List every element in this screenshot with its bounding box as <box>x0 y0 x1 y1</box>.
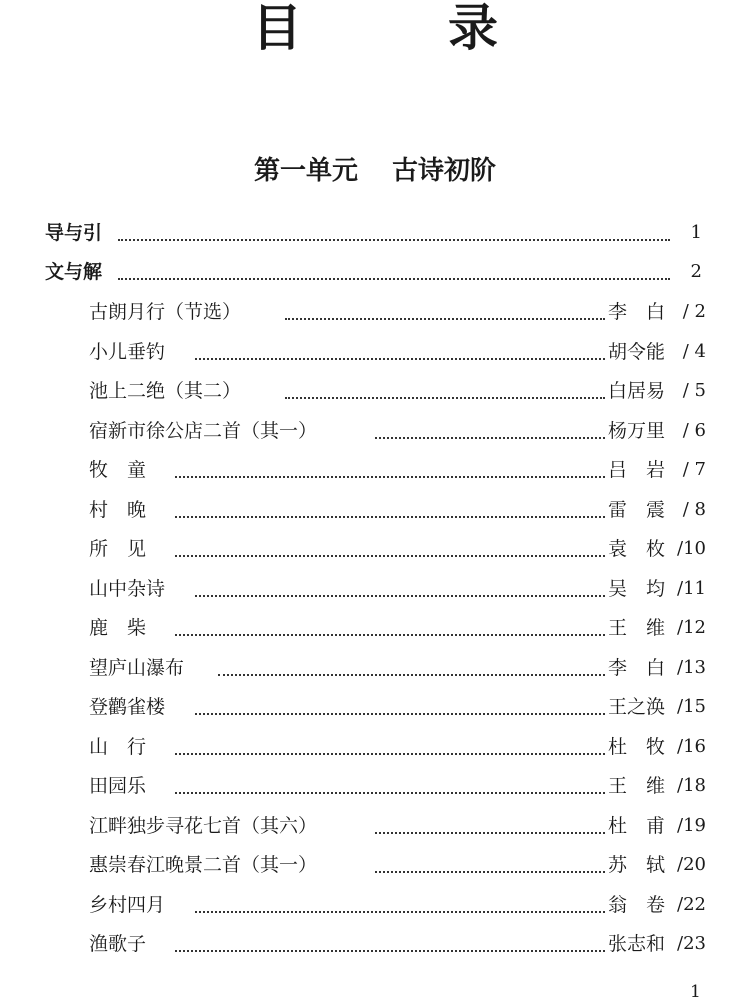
toc-entry-page: /22 <box>677 894 706 915</box>
toc-entry-author: 吴 均 <box>608 578 666 600</box>
dot-leader <box>285 318 605 320</box>
dot-leader <box>375 832 605 834</box>
toc-entry-row[interactable] <box>0 806 750 846</box>
toc-entry-title: 牧 童 <box>89 459 147 481</box>
toc-entry-title: 山 行 <box>89 736 147 758</box>
dot-leader <box>195 911 605 913</box>
toc-entry-page: /12 <box>677 617 706 638</box>
toc-entry-title: 乡村四月 <box>89 894 166 916</box>
toc-entry-title: 惠崇春江晚景二首（其一） <box>89 854 318 876</box>
dot-leader <box>195 595 605 597</box>
toc-entry-title: 池上二绝（其二） <box>89 380 242 402</box>
dot-leader <box>118 278 670 280</box>
toc-entry-author: 袁 枚 <box>608 538 666 560</box>
toc-entry-title: 山中杂诗 <box>89 578 166 600</box>
toc-entry-page: /15 <box>677 696 706 717</box>
toc-entry-row[interactable] <box>0 608 750 648</box>
toc-entry-author: 白居易 <box>608 380 666 402</box>
toc-entry-page: /10 <box>677 538 706 559</box>
toc-entry-row[interactable] <box>0 529 750 569</box>
toc-entry-author: 杨万里 <box>608 420 666 442</box>
toc-entry-author: 李 白 <box>608 657 666 679</box>
toc-entry-author: 张志和 <box>608 933 666 955</box>
toc-entry-page: / 4 <box>682 341 706 362</box>
toc-entry-author: 杜 甫 <box>608 815 666 837</box>
toc-entry-author: 苏 轼 <box>608 854 666 876</box>
toc-entry-title: 村 晚 <box>89 499 147 521</box>
toc-entry-row[interactable] <box>0 727 750 767</box>
toc-section-row[interactable] <box>0 213 750 253</box>
dot-leader <box>195 358 605 360</box>
toc-entry-row[interactable] <box>0 490 750 530</box>
dot-leader <box>175 792 605 794</box>
toc-entry-row[interactable] <box>0 924 750 964</box>
toc-entry-row[interactable] <box>0 569 750 609</box>
dot-leader <box>118 239 670 241</box>
toc-entry-author: 李 白 <box>608 301 666 323</box>
toc-entry-page: /13 <box>677 657 706 678</box>
toc-entry-author: 吕 岩 <box>608 459 666 481</box>
toc-entry-author: 雷 震 <box>608 499 666 521</box>
unit-heading <box>0 156 750 186</box>
toc-entry-title: 鹿 柴 <box>89 617 147 639</box>
toc-entry-page: /23 <box>677 933 706 954</box>
dot-leader <box>375 871 605 873</box>
table-of-contents <box>0 213 750 973</box>
toc-entry-title: 望庐山瀑布 <box>89 657 185 679</box>
toc-entry-title: 古朗月行（节选） <box>89 301 242 323</box>
page-title: 目 录 <box>252 0 546 57</box>
unit-label: 第一单元 <box>253 156 358 186</box>
toc-entry-title: 渔歌子 <box>89 933 147 955</box>
toc-entry-row[interactable] <box>0 687 750 727</box>
toc-section-title: 导与引 <box>45 222 103 244</box>
dot-leader <box>175 476 605 478</box>
toc-entry-author: 翁 卷 <box>608 894 666 916</box>
toc-entry-row[interactable] <box>0 885 750 925</box>
toc-entry-author: 王 维 <box>608 617 666 639</box>
toc-entry-row[interactable] <box>0 648 750 688</box>
dot-leader <box>175 634 605 636</box>
toc-entry-page: /16 <box>677 736 706 757</box>
dot-leader <box>175 555 605 557</box>
toc-entry-row[interactable] <box>0 371 750 411</box>
dot-leader <box>218 674 605 676</box>
toc-entry-title: 小儿垂钓 <box>89 341 166 363</box>
toc-entry-row[interactable] <box>0 411 750 451</box>
toc-entry-row[interactable] <box>0 292 750 332</box>
dot-leader <box>175 753 605 755</box>
toc-entry-page: / 6 <box>682 420 706 441</box>
toc-entry-page: /19 <box>677 815 706 836</box>
dot-leader <box>175 516 605 518</box>
toc-entry-author: 胡令能 <box>608 341 666 363</box>
toc-entry-row[interactable] <box>0 450 750 490</box>
dot-leader <box>375 437 605 439</box>
dot-leader <box>175 950 605 952</box>
toc-entry-page: /11 <box>677 578 706 599</box>
toc-entry-page: / 2 <box>682 301 706 322</box>
dot-leader <box>195 713 605 715</box>
toc-entry-author: 杜 牧 <box>608 736 666 758</box>
footer-page-number: 1 <box>690 982 701 1002</box>
toc-section-page: 2 <box>690 261 702 282</box>
toc-section-title: 文与解 <box>45 261 103 283</box>
toc-entry-title: 所 见 <box>89 538 147 560</box>
toc-entry-page: / 7 <box>682 459 706 480</box>
unit-name: 古诗初阶 <box>392 156 497 186</box>
toc-entry-title: 宿新市徐公店二首（其一） <box>89 420 318 442</box>
toc-entry-row[interactable] <box>0 332 750 372</box>
toc-entry-row[interactable] <box>0 845 750 885</box>
toc-section-page: 1 <box>690 222 702 243</box>
toc-entry-page: / 5 <box>682 380 706 401</box>
dot-leader <box>285 397 605 399</box>
toc-entry-author: 王之涣 <box>608 696 666 718</box>
toc-entry-page: /20 <box>677 854 706 875</box>
toc-section-row[interactable] <box>0 252 750 292</box>
toc-entry-row[interactable] <box>0 766 750 806</box>
toc-entry-title: 江畔独步寻花七首（其六） <box>89 815 318 837</box>
toc-entry-page: / 8 <box>682 499 706 520</box>
toc-entry-title: 登鹳雀楼 <box>89 696 166 718</box>
toc-entry-title: 田园乐 <box>89 775 147 797</box>
toc-entry-page: /18 <box>677 775 706 796</box>
toc-entry-author: 王 维 <box>608 775 666 797</box>
